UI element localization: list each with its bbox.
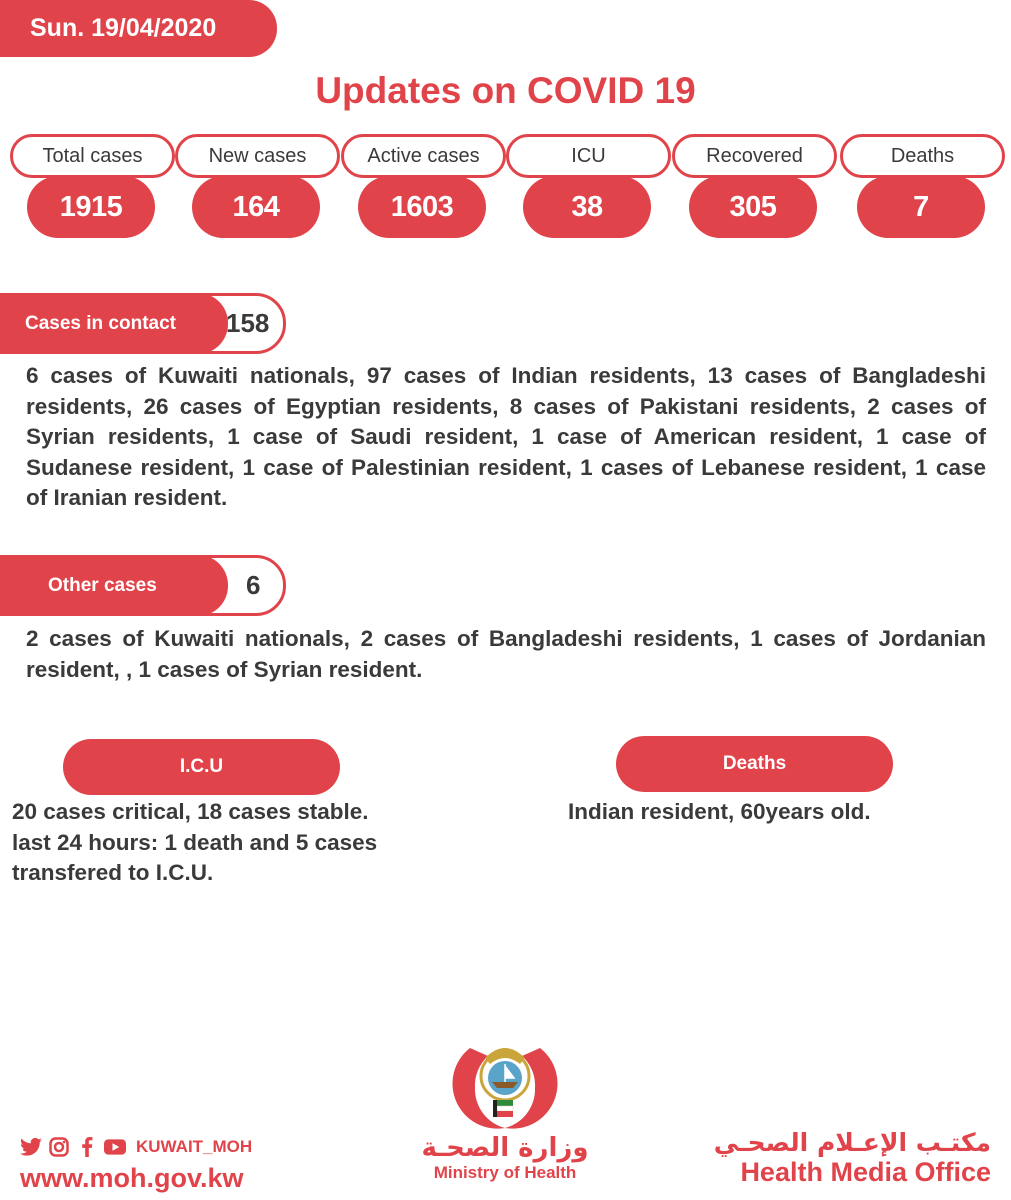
contact-label: Cases in contact (0, 293, 228, 354)
facebook-icon[interactable] (76, 1136, 98, 1158)
social-footer (20, 1133, 252, 1194)
date-badge: Sun. 19/04/2020 (0, 0, 277, 57)
kuwait-emblem-icon (450, 1028, 560, 1133)
contact-count: 158 (226, 308, 270, 338)
contact-section-tab (0, 293, 286, 354)
stat-value: 7 (857, 176, 985, 238)
stat-active-cases (341, 134, 506, 239)
stat-label: New cases (175, 134, 340, 178)
youtube-icon[interactable] (104, 1136, 126, 1158)
website-link[interactable]: www.moh.gov.kw (20, 1163, 244, 1193)
instagram-icon[interactable] (48, 1136, 70, 1158)
stat-value: 1603 (358, 176, 486, 238)
twitter-icon[interactable] (20, 1136, 42, 1158)
office-name-arabic: مكتـب الإعـلام الصحـي (713, 1128, 991, 1157)
stat-value: 305 (689, 176, 817, 238)
stat-total-cases (10, 134, 175, 239)
office-name-english: Health Media Office (740, 1157, 991, 1187)
icu-header: I.C.U (63, 739, 340, 795)
stat-label: Deaths (840, 134, 1005, 178)
stat-label: Total cases (10, 134, 175, 178)
icu-line: transfered to I.C.U. (12, 860, 214, 885)
social-handle[interactable]: KUWAIT_MOH (136, 1137, 253, 1156)
icu-line: 20 cases critical, 18 cases stable. (12, 799, 369, 824)
contact-details: 6 cases of Kuwaiti nationals, 97 cases of Indian residents, 13 cases of Bangladeshi residents, 26 cases of Egyptian residents, 8 cases of Pakistani residents, 2 cases of Syrian residents, 1 case of Saudi resident, 1 case of American resident, 1 case of Sudanese resident, 1 case of Palestinian resident, 1 cases of Lebanese resident, 1 case of Iranian resident. (26, 363, 986, 510)
stat-value: 38 (523, 176, 651, 238)
icu-details (12, 797, 377, 889)
other-details: 2 cases of Kuwaiti nationals, 2 cases of Bangladeshi residents, 1 cases of Jordanian resident, , 1 cases of Syrian resident. (26, 626, 986, 682)
stat-value: 1915 (27, 176, 155, 238)
other-label: Other cases (0, 555, 228, 616)
page-title: Updates on COVID 19 (315, 70, 696, 111)
deaths-header: Deaths (616, 736, 893, 792)
stat-label: ICU (506, 134, 671, 178)
stat-new-cases (175, 134, 340, 239)
ministry-name-arabic: وزارة الصحـة (421, 1133, 589, 1163)
stat-deaths (840, 134, 1005, 239)
ministry-name-english: Ministry of Health (433, 1163, 577, 1182)
stat-label: Recovered (672, 134, 837, 178)
stat-value: 164 (192, 176, 320, 238)
stat-icu (506, 134, 671, 239)
other-section-tab (0, 555, 286, 616)
stat-recovered (672, 134, 837, 239)
other-count: 6 (246, 570, 261, 600)
stat-label: Active cases (341, 134, 506, 178)
ministry-logo (415, 1028, 595, 1183)
deaths-details: Indian resident, 60years old. (568, 799, 871, 824)
media-office (714, 1128, 991, 1188)
icu-line: last 24 hours: 1 death and 5 cases (12, 829, 378, 855)
